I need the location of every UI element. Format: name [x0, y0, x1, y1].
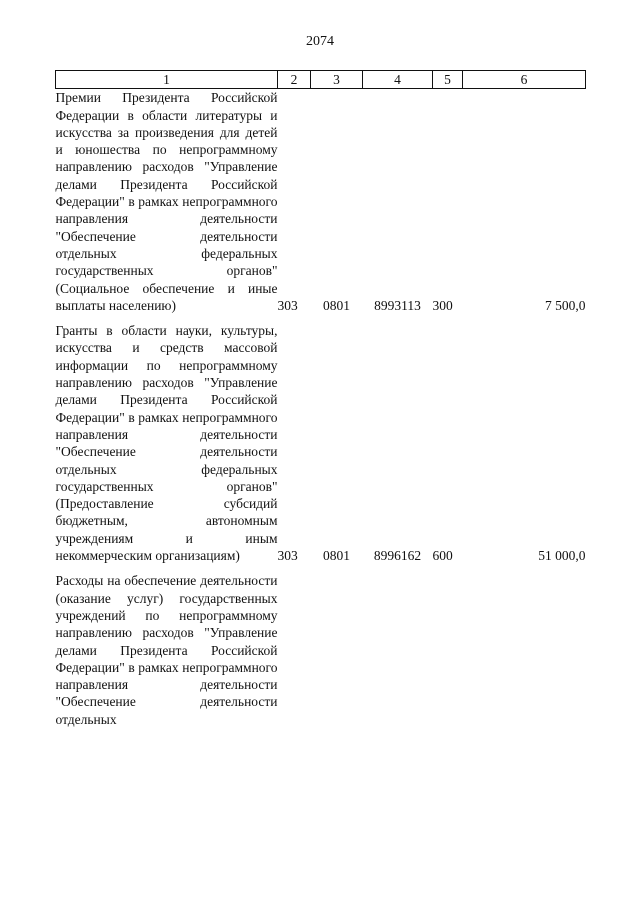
- header-col-1: 1: [56, 71, 278, 89]
- row-col-4: 8996162: [373, 548, 422, 564]
- row-col-5: 300: [432, 297, 453, 313]
- header-col-5: 5: [433, 71, 463, 89]
- page-number: 2074: [306, 34, 334, 49]
- row-col-2: 303: [277, 297, 298, 313]
- row-col-2: 303: [277, 548, 298, 564]
- row-col-3: [311, 572, 363, 728]
- row-col-5: 600: [432, 548, 453, 564]
- header-col-2: 2: [278, 71, 311, 89]
- header-col-3: 3: [311, 71, 363, 89]
- table-row: [56, 89, 586, 314]
- row-col-6: [463, 572, 586, 728]
- header-col-6: 6: [463, 71, 586, 89]
- row-spacer: [56, 314, 586, 322]
- row-col-6: 7 500,0: [545, 297, 586, 313]
- row-col-3: 0801: [323, 548, 350, 564]
- table-row: [56, 322, 586, 564]
- row-col-6: 51 000,0: [538, 548, 586, 564]
- row-description: Премии Президента Российской Федерации в области литературы и искусства за произведения для детей и юношества по непрограммному направлению расходов "Управление делами Президента Российской Федерации" в рамках непрограммного направления деятельности "Обеспечение деятельности отдельных федеральных государственных органов" (Социальное обеспечение и иные выплаты населению): [55, 90, 278, 313]
- row-description: Гранты в области науки, культуры, искусства и средств массовой информации по непрограммному направлению расходов "Управление делами Президента Российской Федерации" в рамках непрограммного направления деятельности "Обеспечение деятельности отдельных федеральных государственных органов" (Предоставление субсидий бюджетным, автономным учреждениям и иным некоммерческим организациям): [55, 323, 278, 564]
- row-spacer: [56, 564, 586, 572]
- table-header-row: [56, 71, 586, 89]
- table-row: [56, 572, 586, 728]
- row-col-3: 0801: [323, 297, 350, 313]
- row-description: Расходы на обеспечение деятельности (оказание услуг) государственных учреждений по непрограммному направлению расходов "Управление делами Президента Российской Федерации" в рамках непрограммного направления деятельности "Обеспечение деятельности отдельных: [55, 573, 278, 727]
- budget-table: [55, 70, 586, 728]
- row-col-4: [363, 572, 433, 728]
- row-col-2: [278, 572, 311, 728]
- row-col-4: 8993113: [374, 297, 421, 313]
- header-col-4: 4: [363, 71, 433, 89]
- row-col-5: [433, 572, 463, 728]
